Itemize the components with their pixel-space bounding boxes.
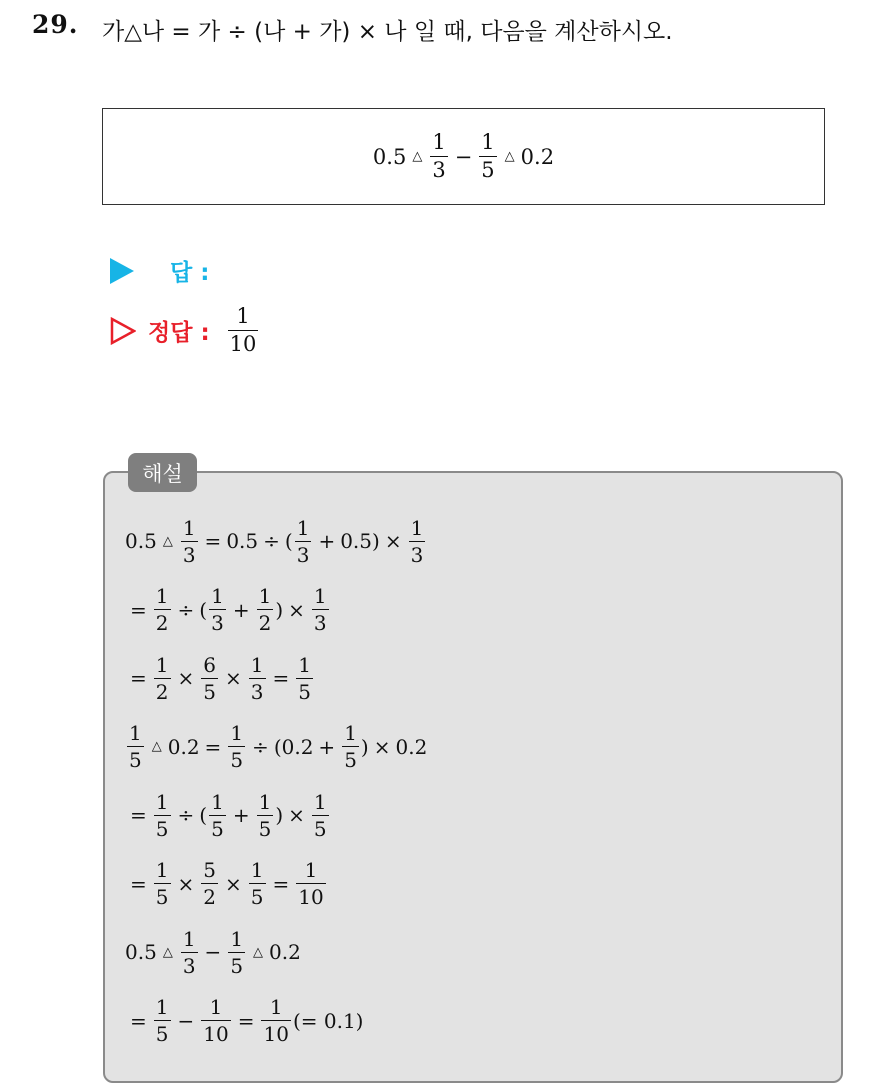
solution-line: $\frac{1}{5}$ △ 0.2 = $\frac{1}{5}$ ÷ (0.2 + $\frac{1}{5}$ ) × 0.2 — [129, 721, 428, 773]
expr-fraction-2: $\frac{1}{5}$ — [481, 130, 495, 182]
triangle-operator-icon: △ — [504, 149, 515, 164]
solution-tag: 해설 — [128, 453, 197, 492]
solution-line: 0.5 △ $\frac{1}{3}$ = 0.5 ÷ ( $\frac{1}{3}$ + 0.5) × $\frac{1}{3}$ — [125, 515, 424, 567]
triangle-operator-icon: △ — [412, 149, 423, 164]
question-text: 가△나 = 가 ÷ (나 + 가) × 나 일 때, 다음을 계산하시오. — [102, 19, 673, 45]
correct-answer-label: 정답 : — [148, 320, 210, 346]
solution-line: = $\frac{1}{2}$ × $\frac{6}{5}$ × $\frac{1}{3}$ = $\frac{1}{5}$ — [130, 652, 311, 704]
minus-sign: − — [454, 144, 473, 169]
question-number: 29. — [32, 10, 79, 39]
solution-line: 0.5 △ $\frac{1}{3}$ − $\frac{1}{5}$ △ 0.2 — [125, 926, 301, 978]
correct-answer-row — [110, 306, 260, 355]
solution-steps — [125, 507, 427, 1055]
expr-fraction-1: $\frac{1}{3}$ — [432, 130, 446, 182]
expr-left-decimal: 0.5 — [372, 144, 407, 169]
solution-line: = $\frac{1}{5}$ × $\frac{5}{2}$ × $\frac{1}{5}$ = $\frac{1}{10}$ — [130, 858, 324, 910]
play-outline-icon — [110, 317, 136, 345]
solution-line: = $\frac{1}{5}$ − $\frac{1}{10}$ = $\frac{1}{10}$ (= 0.1) — [130, 995, 364, 1047]
answer-row — [110, 254, 209, 287]
expression-box — [102, 108, 825, 205]
solution-line: = $\frac{1}{5}$ ÷ ( $\frac{1}{5}$ + $\frac{1}{5}$ ) × $\frac{1}{5}$ — [130, 789, 327, 841]
play-solid-icon — [110, 258, 134, 284]
expr-right-decimal: 0.2 — [520, 144, 555, 169]
solution-line: = $\frac{1}{2}$ ÷ ( $\frac{1}{3}$ + $\frac{1}{2}$ ) × $\frac{1}{3}$ — [130, 584, 327, 636]
correct-answer-fraction: $\frac{1}{10}$ — [229, 304, 257, 356]
answer-label: 답 : — [170, 260, 210, 286]
